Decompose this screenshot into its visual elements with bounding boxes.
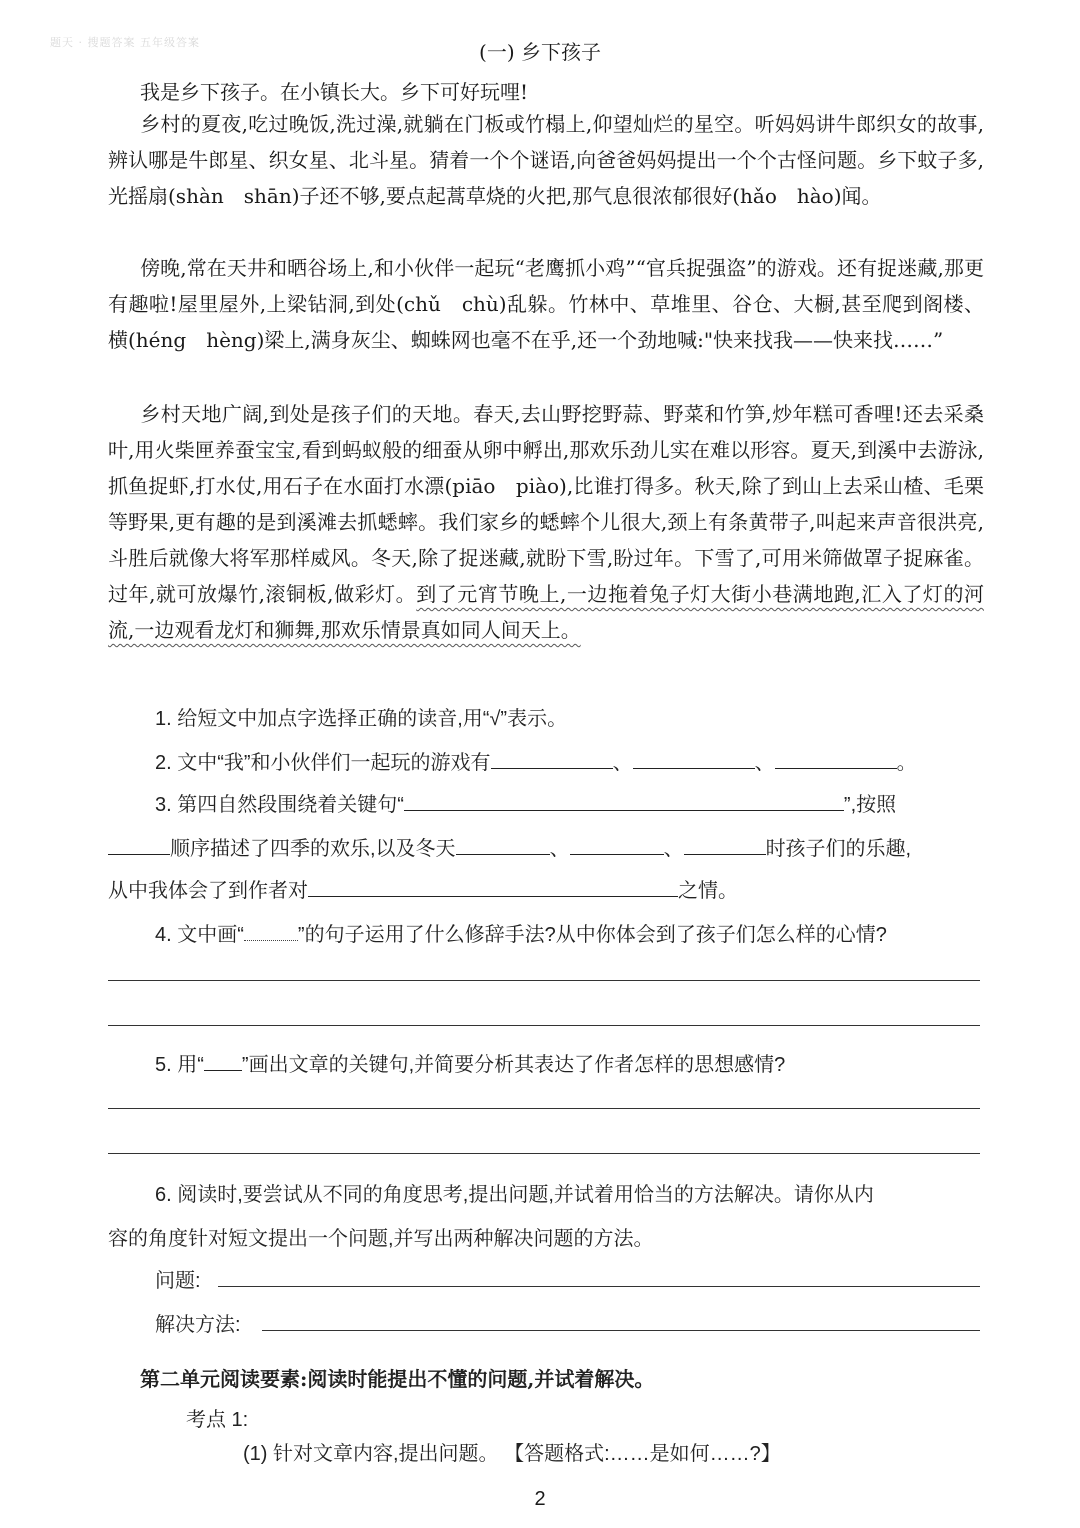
question-3-line-2: 顺序描述了四季的欢乐,以及冬天 、 、 时孩子们的乐趣, — [108, 832, 911, 861]
question-6-method-label: 解决方法: — [155, 1314, 241, 1336]
answer-blank[interactable] — [775, 752, 897, 769]
passage-title: (一) 乡下孩子 — [479, 40, 601, 64]
underline-sample — [204, 1054, 242, 1071]
question-3-line-1: 3. 第四自然段围绕着关键句“ ”,按照 — [155, 794, 897, 816]
kaodian-item-1: (1) 针对文章内容,提出问题。 【答题格式:……是如何……?】 — [243, 1443, 781, 1465]
method-input-line[interactable] — [262, 1330, 980, 1331]
unit-reading-heading: 第二单元阅读要素:阅读时能提出不懂的问题,并试着解决。 — [140, 1367, 655, 1391]
answer-blank[interactable] — [570, 838, 664, 855]
passage-paragraph-4: 乡村天地广阔,到处是孩子们的天地。春天,去山野挖野蒜、野菜和竹笋,炒年糕可香哩!还去采桑叶,用火柴匣养蚕宝宝,看到蚂蚁般的细蚕从卵中孵出,那欢乐劲儿实在难以形容。夏天,到溪中去游泳,抓鱼捉虾,打水仗,用石子在水面打水漂(piāo piào),比谁打得多。秋天,除了到山上去采山楂、毛栗等野果,更有趣的是到溪滩去抓蟋蟀。我们家乡的蟋蟀个儿很大,颈上有条黄带子,叫起来声音很洪亮,斗胜后就像大将军那样威风。冬天,除了捉迷藏,就盼下雪,盼过年。下雪了,可用米筛做罩子捉麻雀。过年,就可放爆竹,滚铜板,做彩灯。到了元宵节晚上,一边拖着兔子灯大街小巷满地跑,汇入了灯的河流,一边观看龙灯和狮舞,那欢乐情景真如同人间天上。 — [108, 402, 984, 642]
question-4: 4. 文中画“ ”的句子运用了什么修辞手法?从中你体会到了孩子们怎么样的心情? — [155, 924, 887, 946]
wavy-line-sample — [244, 924, 298, 941]
kaodian-label: 考点 1: — [186, 1409, 249, 1431]
page-number: 2 — [534, 1488, 546, 1510]
passage-paragraph-1: 我是乡下孩子。在小镇长大。乡下可好玩哩! — [140, 80, 529, 104]
answer-blank[interactable] — [108, 838, 170, 855]
question-2: 2. 文中“我”和小伙伴们一起玩的游戏有 、 、 。 — [155, 752, 917, 774]
passage-paragraph-2: 乡村的夏夜,吃过晚饭,洗过澡,就躺在门板或竹榻上,仰望灿烂的星空。听妈妈讲牛郎织女的故事,辨认哪是牛郎星、织女星、北斗星。猜着一个个谜语,向爸爸妈妈提出一个个古怪问题。乡下蚊子多,光摇扇(shàn shān)子还不够,要点起蒿草烧的火把,那气息很浓郁很好(hǎo hào)闻。 — [108, 112, 984, 208]
question-3-line-3: 从中我体会了到作者对 之情。 — [108, 880, 738, 902]
answer-blank[interactable] — [404, 794, 844, 811]
answer-blank[interactable] — [633, 752, 755, 769]
question-6-question-label: 问题: — [155, 1270, 201, 1292]
answer-blank[interactable] — [684, 838, 766, 855]
question-5: 5. 用“ ”画出文章的关键句,并简要分析其表达了作者怎样的思想感情? — [155, 1054, 786, 1076]
answer-line[interactable] — [108, 1025, 980, 1026]
answer-blank[interactable] — [491, 752, 613, 769]
question-6-line-2: 容的角度针对短文提出一个问题,并写出两种解决问题的方法。 — [108, 1228, 654, 1250]
question-6-line-1: 6. 阅读时,要尝试从不同的角度思考,提出问题,并试着用恰当的方法解决。请你从内 — [155, 1184, 874, 1206]
wavy-underlined-sentence: 到了元宵节晚上,一边拖着兔子灯大街小巷满地跑,汇入了灯的河流,一边观看龙灯和狮舞,那欢乐情景真如同人间天上。 — [108, 582, 984, 642]
answer-blank[interactable] — [456, 838, 550, 855]
answer-blank[interactable] — [308, 880, 678, 897]
answer-line[interactable] — [108, 1153, 980, 1154]
question-input-line[interactable] — [218, 1286, 980, 1287]
watermark: 题天 · 搜题答案 五年级答案 — [50, 36, 200, 49]
passage-paragraph-3: 傍晚,常在天井和晒谷场上,和小伙伴一起玩“老鹰抓小鸡”“官兵捉强盗”的游戏。还有捉迷藏,那更有趣啦!屋里屋外,上梁钻洞,到处(chǔ chù)乱躲。竹林中、草堆里、谷仓、大橱,甚至爬到阁楼、横(héng hèng)梁上,满身灰尘、蜘蛛网也毫不在乎,还一个劲地喊:"快来找我——快来找……” — [108, 256, 984, 352]
answer-line[interactable] — [108, 1108, 980, 1109]
answer-line[interactable] — [108, 980, 980, 981]
question-1: 1. 给短文中加点字选择正确的读音,用“√”表示。 — [155, 708, 568, 730]
